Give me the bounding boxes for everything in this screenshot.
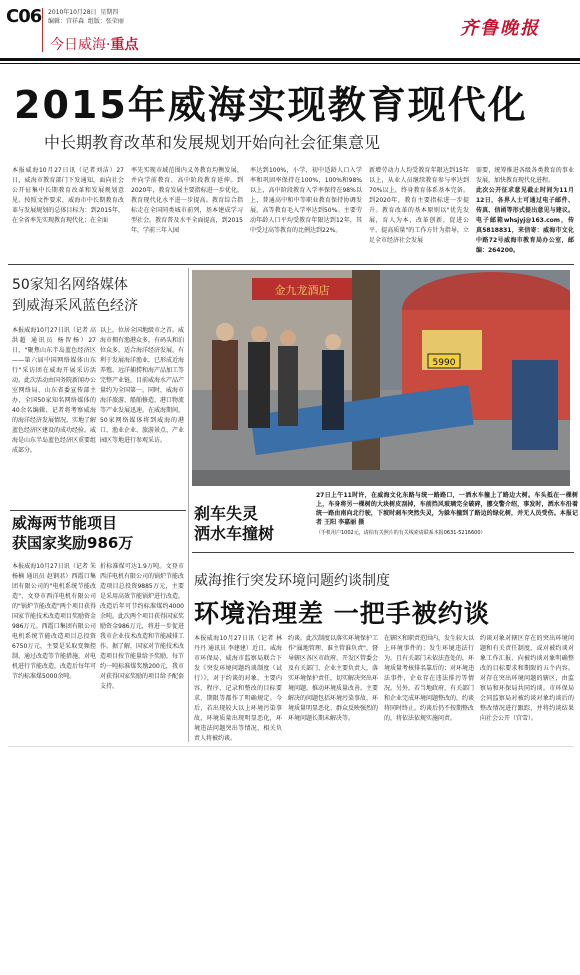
- photo-credit: （手机用户1002元，请拍有关照片的有关线索请联系本报0631-5216600）: [316, 530, 486, 536]
- shop-sign-text: 金九龙酒店: [274, 284, 330, 297]
- lead-subhead: 中长期教育改革和发展规划开始向社会征集意见: [44, 133, 381, 152]
- header-meta: [48, 8, 124, 26]
- lead-column-2: 率先实现市域范围内义务教育均衡发展，并向学前教育、高中阶段教育延伸。到2020年，教育发展主要指标进一步优化，教育现代化水平进一步提高。教育综合指标走在全国同类城市前列，基本建成学习型社会。教育普及水平全面提高，到2015年，学前三年入园: [131, 167, 243, 234]
- lead-headline: 2015年威海实现教育现代化: [14, 83, 528, 127]
- lead-column-4: 新增劳动力人均受教育年限达到15年以上，从业人员继续教育参与率达到70%以上，终身教育体系基本完备。到2020年，教育主要指标进一步提升。教育改革的基本原则以"优先发展，育人为本，改革创新，促进公平，提高质量"的工作方针为指导，立足全市经济社会发展: [369, 167, 469, 244]
- page-number: C06: [6, 6, 42, 27]
- photo-divider: [192, 552, 574, 553]
- newspaper-logo: 齐鲁晚报: [460, 18, 540, 39]
- media-headline: 50家知名网络媒体: [12, 277, 128, 293]
- date-line: 2010年10月28日 星期四: [48, 9, 119, 16]
- license-plate: 5990: [432, 358, 456, 368]
- photo-caption: [316, 491, 578, 538]
- media-column-1: 本报威海10月27日讯（记者 高洪超 通讯员 杨智杨）27日，"聚焦山东半岛蓝色经济区——第六届中国网络媒体山东行"采访团在威海开展采访活动。此次活动由国务院新闻办公室网络局、山东省委宣传部主办，全国50家知名网络媒体的40余名编辑、记者将考察威海的海洋经济发展情况，实地了解蓝色经济区建设的成功经验。威海是山东半岛蓝色经济区重要组成部分。: [12, 327, 96, 454]
- award-headline: 威海两节能项目: [12, 514, 118, 532]
- water-truck-crash-photo: [192, 270, 570, 486]
- lead-column-1: 本报威海10月27日讯（记者刘洁）27日，威海市教育部门下发通知，面向社会公开征集中长期教育改革和发展规划意见。按照文件要求，威海市中长期教育改革与发展规划的总体目标为：到2015年，在全省率先实现教育现代化；在全面: [12, 167, 124, 224]
- header-rule: [0, 58, 580, 61]
- page-bottom-rule: [8, 746, 574, 747]
- award-column-2: 折标准煤可达1.9万吨。文登市西洋电机有限公司的锅炉节能改造项目总投资9885万元，主要是采用高效节能锅炉进行改造，改造后年可节约标准煤约4000余吨。此次两个项目获得国家奖励资金986万元，将进一步促进我市企业技术改造和节能减排工作。据了解，国家对节能技术改造项目按节能量给予奖励，每节约一吨标准煤奖励200元，我市对获得国家奖励的项目给予配套支持。: [100, 563, 184, 690]
- photo-title: [194, 504, 274, 544]
- lead-column-3: 率达到100%，小学、初中适龄人口入学率和巩固率保持在100%，100%和98%以上，高中阶段教育入学率保持在98%以上，普通高中和中等职业教育保持协调发展，高等教育毛入学率达到50%。主要劳动年龄人口平均受教育年限达到12年，其中受过高等教育的比例达到22%。: [250, 167, 362, 234]
- lead-col5-text: 需要，统筹推进各级各类教育的事业发展，加快教育现代化进程。: [476, 167, 574, 184]
- section-title: [50, 34, 138, 54]
- header-divider: [42, 8, 43, 52]
- section-label: 今日威海·: [50, 37, 111, 53]
- editor-line: 编辑：宫祥森 组版：张荣丽: [48, 18, 124, 25]
- left-divider: [10, 510, 186, 511]
- media-column-2: 以上，位居全国地级市之首。威海市拥有渔港众多，有码头和泊位众多，适合海洋经济发展，有利于发展海洋渔业，已形成近海养殖、远洋捕捞和海产品加工等完整产业链，目前威海水产品产量约为全国第一。同时，威海市海洋旅游、船舶修造、港口物流等产业发展迅速。在威海期间，50家网络媒体将到威海的港口、渔业企业、旅游景点、产业园区等地进行参观采访。: [100, 327, 184, 444]
- photo-title-1: 刹车失灵: [194, 504, 259, 523]
- photo-title-2: 洒水车撞树: [194, 524, 275, 543]
- env-kicker: 威海推行突发环境问题约谈制度: [194, 573, 390, 589]
- lead-col5-notice: 此次公开征求意见截止时间为11月12日，各界人士可通过电子邮件、传真、信函等形式提出意见与建议。电子邮箱whsjyj@163.com，传真5818831，来信寄：威海市文化中路72号威海市教育局办公室，邮编：264200。: [476, 187, 574, 254]
- lead-column-5: [476, 166, 574, 258]
- env-column-3: 在辖区和职责范围内，发生较大以上环境事件的；发生环境违法行为，且有关部门未依法查处的，环境质量考核排名靠后的；对环境违法事件，企业存在违法排污等情况。另外，若当地政府、有关部门和企业完成环境问题整改的，约谈将同时终止。约谈后仍不按期整改的，将依法依规实施问责。: [384, 635, 474, 722]
- header-rule-thin: [0, 63, 580, 64]
- env-column-1: 本报威海10月27日讯（记者 林丹丹 通讯员 李建建）近日，威海市环保局、威海市监察局联合下发《突发环境问题约谈制度（试行）》，对于约谈的对象、主要内容、程序、记录和整改的目标要求、期限等都作了明确规定。今后，若出现较大以上环境污染事故，环境质量出现明显恶化，环境违法问题突出等情况，相关负责人将被约谈。: [194, 635, 282, 742]
- photo-caption-text: 27日上午11时许，在威海文化东路与统一路路口，一洒水车撞上了路边大树。车头抵在一棵树上，车身将另一棵树的大块树皮刮掉，车前挡风玻璃完全破碎，挪交警介绍，事发时，洒水车沿着统一路由南向北行驶，下坡时刹车突然失灵，为躲车撞到了路边的绿化树，并无人员受伤。本报记者 王阳 李嘉丽 摄: [316, 492, 578, 526]
- news-photo: [192, 270, 570, 486]
- media-headline-2: 到威海采风蓝色经济: [12, 298, 138, 314]
- column-divider: [188, 268, 189, 742]
- env-headline: 环境治理差 一把手被约谈: [194, 599, 490, 628]
- award-headline-2: 获国家奖励986万: [12, 534, 134, 552]
- env-column-4: 约谈对象对辖区存在的突出环境问题和有关责任制度，或对被约谈对象工作汇报、向被约谈对象明确整改的目标要求和期限的五个内容。对存在突出环境问题的辖区，由监察局和环保局共同约谈。市环保局会同监察局对被约谈对象约谈后的整改情况进行跟踪，并将约谈结果向社会公开（宫雪）。: [480, 635, 574, 722]
- section-divider: [8, 264, 574, 265]
- section-label-bold: 重点: [110, 37, 139, 53]
- award-column-1: 本报威海10月27日讯（记者 朱杨楠 通讯员 赵钢君）西霞口集团有限公司的"电机系统节能改造"、文登市西洋电机有限公司的"锅炉节能改造"两个项目获得国家节能技术改造项目奖励资金986万元。西霞口集团有限公司电机系统节能改造项目总投资6750万元，主要是采取变频控制、通过改造等节能措施，对电机进行节能改造，改造后每年可节约标准煤5000余吨。: [12, 563, 96, 680]
- env-column-2: 约谈。此次制度以落实环境保护工作"属地管理、谁主管谁负责"，督导辖区各区市政府、开发区管委会及有关部门、企业主要负责人，落实环境保护责任，切实解决突出环境问题，推动环境质量改善。主要解决的问题包括环境污染事故、环境质量明显恶化、群众反映强烈的环境问题长期未解决等。: [288, 635, 378, 722]
